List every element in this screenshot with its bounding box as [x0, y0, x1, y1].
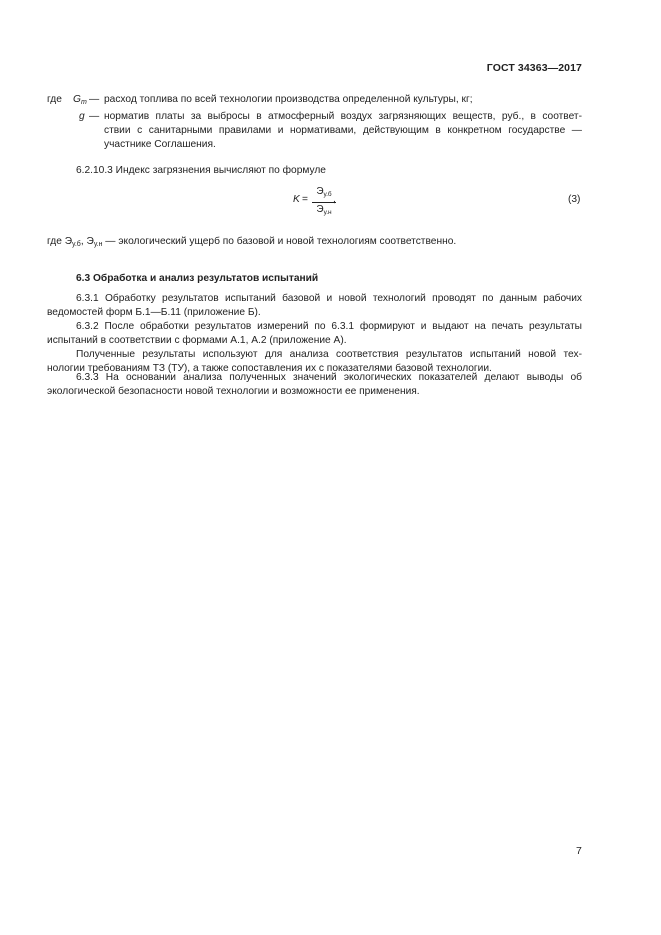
formula-lhs: K	[293, 194, 300, 205]
definition-g-norm-line3: участнике Соглашения.	[104, 139, 216, 150]
formula-comma: ,	[333, 194, 336, 205]
where-label: где	[47, 94, 62, 105]
dash-g-t: —	[89, 94, 100, 105]
symbol-g-t: $G_т$	[73, 94, 87, 106]
section-heading-6-3: 6.3 Обработка и анализ результатов испытаний	[76, 273, 319, 284]
para-6-3-2-line2: испытаний в соответствии с формами А.1, А.2 (приложение А).	[47, 335, 347, 346]
document-code: ГОСТ 34363—2017	[486, 62, 582, 74]
para-6-3-3-line2: экологической безопасности новой технологии и возможности ее применения.	[47, 386, 420, 397]
definition-g-norm-line1: норматив платы за выбросы в атмосферный воздух загрязняющих веществ, руб., в соответ-	[104, 111, 582, 122]
para-6-3-1-line2: ведомостей форм Б.1—Б.11 (приложение Б).	[47, 307, 261, 318]
para-6-3-2-line1: 6.3.2 После обработки результатов измерений по 6.3.1 формируют и выдают на печать результаты	[76, 321, 582, 332]
page-number: 7	[576, 845, 582, 857]
symbol-g-norm: g	[79, 111, 85, 122]
formula-denominator: $Э_{у.н}$	[316, 204, 332, 216]
definition-g-norm-line2: ствии с санитарными правилами и нормативами, действующим в конкретном государстве —	[104, 125, 582, 136]
para-6-3-1-line1: 6.3.1 Обработку результатов испытаний базовой и новой технологий проводят по данным рабочих	[76, 293, 582, 304]
clause-6-2-10-3: 6.2.10.3 Индекс загрязнения вычисляют по формуле	[76, 165, 326, 176]
formula-equals: =	[302, 194, 308, 205]
formula-numerator: $Э_{у.б}$	[316, 186, 332, 198]
para-6-3-3-line1: 6.3.3 На основании анализа полученных значений экологических показателей делают выводы об	[76, 372, 582, 383]
para-results-line2: нологии требованиям ТЗ (ТУ), а также сопоставления их с показателями базовой технологии.	[47, 363, 492, 374]
para-results-line1: Полученные результаты используют для анализа соответствия результатов испытаний новой тех-	[76, 349, 582, 360]
formula-number: (3)	[568, 194, 581, 205]
definition-g-t: расход топлива по всей технологии производства определенной культуры, кг;	[104, 94, 473, 105]
where-line-2: где $Э_{у.б}$, $Э_{у.н}$ — экологический ущерб по базовой и новой технологиям соответственно.	[47, 236, 457, 248]
dash-g-norm: —	[89, 111, 100, 122]
